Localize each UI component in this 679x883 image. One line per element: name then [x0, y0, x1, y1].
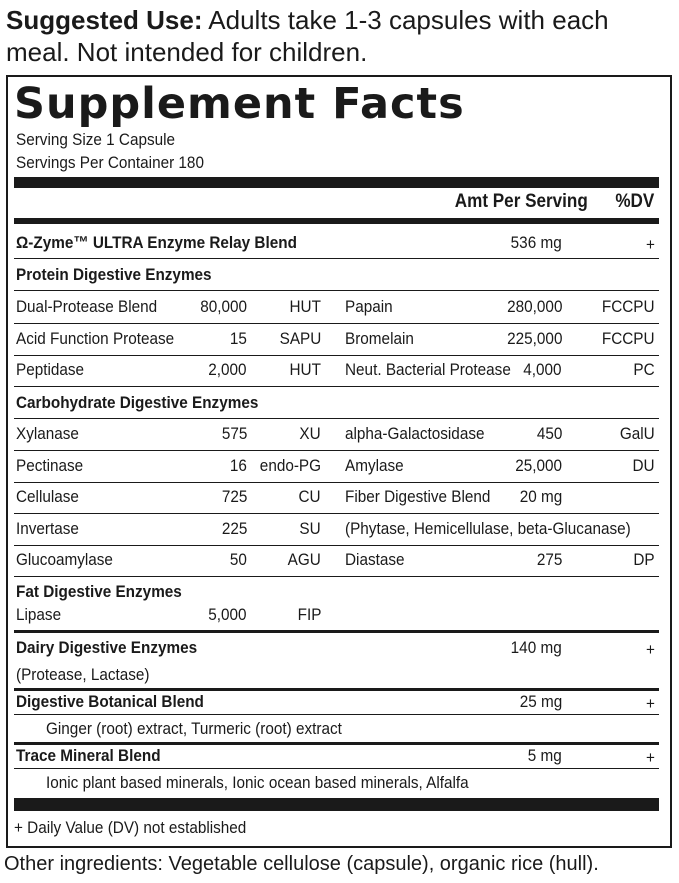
enzyme-value: 50 [229, 550, 247, 569]
botanical-amount: 25 mg [519, 692, 562, 711]
enzyme-value: 225,000 [506, 329, 562, 348]
enzyme-value: 15 [229, 329, 247, 348]
thick-divider-bottom [14, 798, 659, 811]
enzyme-name: Neut. Bacterial Protease [345, 360, 511, 379]
trace-sub: Ionic plant based minerals, Ionic ocean based minerals, Alfalfa [46, 773, 469, 792]
other-ingredients: Other ingredients: Vegetable cellulose (capsule), organic rice (hull). [4, 853, 599, 875]
enzyme-unit: XU [299, 424, 321, 443]
trace-dv: + [646, 748, 655, 767]
enzyme-value: 20 mg [519, 487, 562, 506]
medium-divider [14, 218, 659, 224]
enzyme-value: 80,000 [200, 297, 247, 316]
enzyme-unit: AGU [287, 550, 321, 569]
enzyme-name: alpha-Galactosidase [345, 424, 485, 443]
enzyme-value: 275 [536, 550, 562, 569]
enzyme-value: 4,000 [523, 360, 562, 379]
enzyme-value: 280,000 [506, 297, 562, 316]
facts-title: Supplement Facts [14, 79, 465, 129]
lipase-value: 5,000 [208, 605, 247, 624]
enzyme-name: Xylanase [16, 424, 79, 443]
enzyme-name: Peptidase [16, 360, 85, 379]
enzyme-name: Papain [345, 297, 393, 316]
enzyme-name: Bromelain [345, 329, 414, 348]
enzyme-value: 16 [229, 456, 247, 475]
divider [14, 355, 659, 356]
divider [14, 482, 659, 483]
botanical-dv: + [646, 694, 655, 713]
botanical-heading: Digestive Botanical Blend [16, 692, 204, 711]
servings-per-container: Servings Per Container 180 [16, 153, 204, 172]
suggested-use-text-1: Adults take 1-3 capsules with each [202, 5, 609, 35]
divider [14, 258, 659, 259]
enzyme-name: Pectinase [16, 456, 84, 475]
enzyme-value: 575 [221, 424, 247, 443]
enzyme-name: Diastase [345, 550, 405, 569]
blend-amount: 536 mg [510, 233, 562, 252]
enzyme-unit: DP [633, 550, 655, 569]
trace-heading: Trace Mineral Blend [16, 746, 161, 765]
enzyme-name: Cellulase [16, 487, 79, 506]
enzyme-unit: FCCPU [602, 297, 655, 316]
divider-thick [14, 630, 659, 633]
protein-heading: Protein Digestive Enzymes [16, 265, 212, 284]
dairy-sub: (Protease, Lactase) [16, 665, 150, 684]
botanical-sub: Ginger (root) extract, Turmeric (root) extract [46, 719, 342, 738]
enzyme-name: (Phytase, Hemicellulase, beta-Glucanase) [345, 519, 631, 538]
divider [14, 576, 659, 577]
enzyme-value: 225 [221, 519, 247, 538]
trace-amount: 5 mg [527, 746, 562, 765]
enzyme-unit: SU [299, 519, 321, 538]
enzyme-unit: SAPU [279, 329, 321, 348]
dairy-heading: Dairy Digestive Enzymes [16, 638, 198, 657]
thick-divider-top [14, 177, 659, 188]
dairy-amount: 140 mg [510, 638, 562, 657]
divider [14, 323, 659, 324]
suggested-use [6, 4, 674, 68]
enzyme-unit: DU [632, 456, 655, 475]
enzyme-name: Acid Function Protease [16, 329, 175, 348]
divider-thick [14, 688, 659, 691]
enzyme-value: 725 [221, 487, 247, 506]
enzyme-value: 25,000 [515, 456, 562, 475]
blend-dv: + [646, 235, 655, 254]
enzyme-name: Fiber Digestive Blend [345, 487, 491, 506]
enzyme-name: Dual-Protease Blend [16, 297, 158, 316]
dairy-dv: + [646, 640, 655, 659]
enzyme-unit: FCCPU [602, 329, 655, 348]
lipase-name: Lipase [16, 605, 62, 624]
divider [14, 513, 659, 514]
enzyme-unit: CU [298, 487, 321, 506]
enzyme-unit: PC [633, 360, 655, 379]
fat-heading: Fat Digestive Enzymes [16, 582, 182, 601]
enzyme-name: Glucoamylase [16, 550, 113, 569]
divider [14, 714, 659, 715]
serving-size: Serving Size 1 Capsule [16, 130, 176, 149]
lipase-unit: FIP [297, 605, 321, 624]
divider [14, 545, 659, 546]
enzyme-name: Amylase [345, 456, 404, 475]
enzyme-unit: GalU [620, 424, 655, 443]
suggested-use-text-2: meal. Not intended for children. [6, 37, 368, 67]
enzyme-unit: HUT [289, 297, 321, 316]
enzyme-unit: HUT [289, 360, 321, 379]
divider-thick [14, 742, 659, 745]
suggested-use-label: Suggested Use: [6, 5, 203, 35]
header-dv: %DV [615, 191, 654, 212]
enzyme-value: 2,000 [208, 360, 247, 379]
header-amount: Amt Per Serving [454, 191, 588, 212]
divider [14, 768, 659, 769]
divider [14, 418, 659, 419]
divider [14, 450, 659, 451]
carb-heading: Carbohydrate Digestive Enzymes [16, 393, 259, 412]
divider [14, 386, 659, 387]
enzyme-name: Invertase [16, 519, 79, 538]
enzyme-unit: endo-PG [259, 456, 321, 475]
divider [14, 290, 659, 291]
footnote: + Daily Value (DV) not established [14, 818, 247, 837]
blend-name: Ω-Zyme™ ULTRA Enzyme Relay Blend [16, 233, 297, 252]
enzyme-value: 450 [536, 424, 562, 443]
